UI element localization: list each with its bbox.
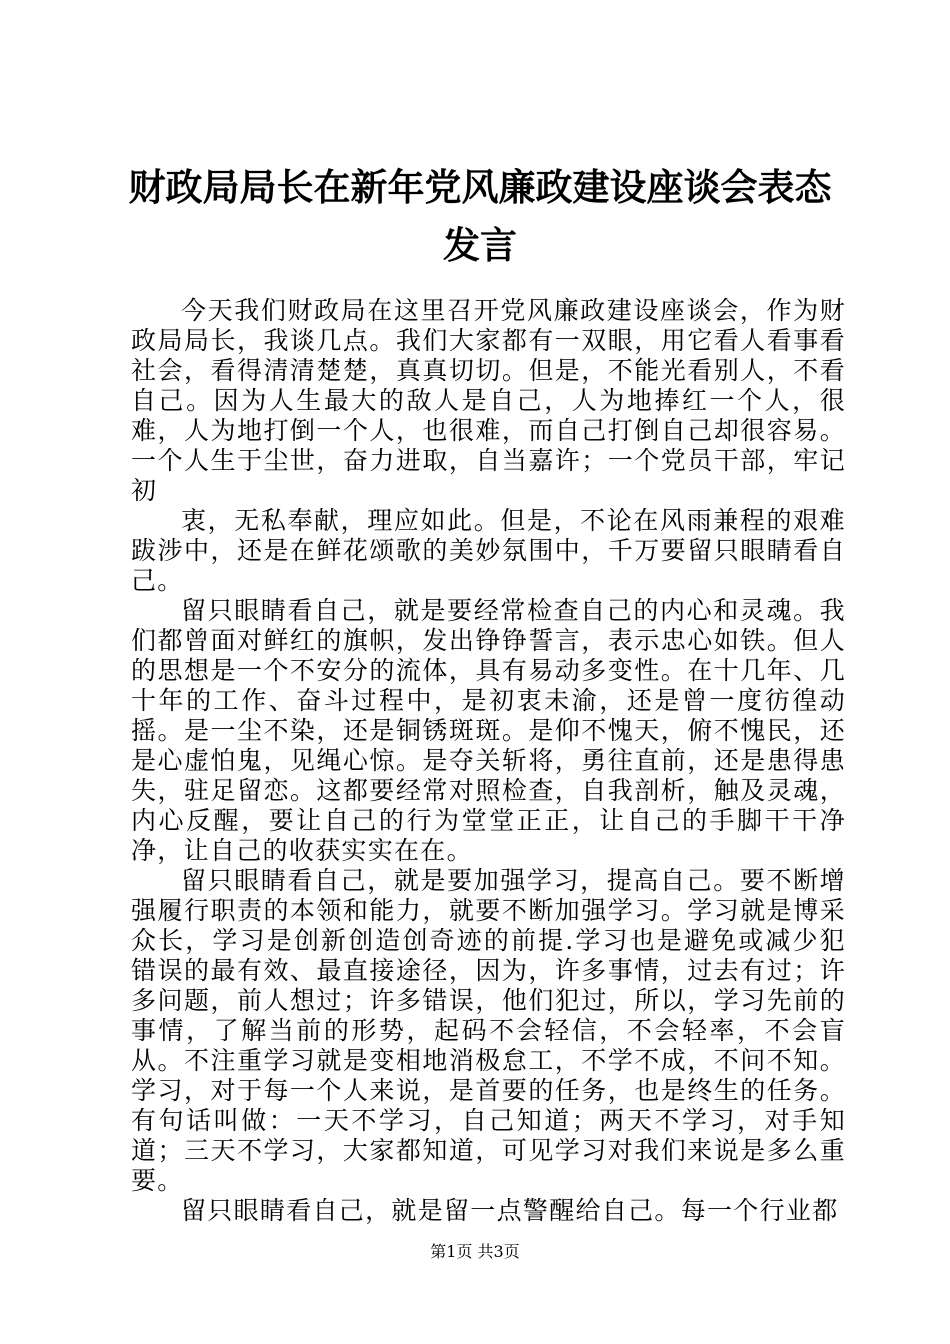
paragraph: 留只眼睛看自己，就是留一点警醒给自己。每一个行业都 [181,1196,839,1225]
paragraph: 留只眼睛看自己，就是要加强学习，提高自己。要不断增强履行职责的本领和能力，就要不断加强学习。学习就是博采众长，学习是创新创造创奇迹的前提.学习也是避免或减少犯错误的最有效、最直接途径，因为，许多事情，过去有过；许多问题，前人想过；许多错误，他们犯过，所以，学习先前的事情，了解当前的形势，起码不会轻信，不会轻率，不会盲从。不注重学习就是变相地消极怠工，不学不成，不问不知。学习，对于每一个人来说，是首要的任务，也是终生的任务。有句话叫做：一天不学习，自己知道；两天不学习，对手知道；三天不学习，大家都知道，可见学习对我们来说是多么重要。 [131,866,846,1195]
document-title: 财政局局长在新年党风廉政建设座谈会表态发言 [128,165,832,267]
paragraph: 留只眼睛看自己，就是要经常检查自己的内心和灵魂。我们都曾面对鲜红的旗帜，发出铮铮誓言，表示忠心如铁。但人的思想是一个不安分的流体，具有易动多变性。在十几年、几十年的工作、奋斗过程中，是初衷未渝，还是曾一度彷徨动摇。是一尘不染，还是铜锈斑斑。是仰不愧天，俯不愧民，还是心虚怕鬼，见绳心惊。是夺关斩将，勇往直前，还是患得患失，驻足留恋。这都要经常对照检查，自我剖析，触及灵魂，内心反醒，要让自己的行为堂堂正正，让自己的手脚干干净净，让自己的收获实实在在。 [131,596,846,865]
paragraph: 今天我们财政局在这里召开党风廉政建设座谈会，作为财政局局长，我谈几点。我们大家都有一双眼，用它看人看事看社会，看得清清楚楚，真真切切。但是，不能光看别人，不看自己。因为人生最大的敌人是自己，人为地捧红一个人，很难，人为地打倒一个人，也很难，而自己打倒自己却很容易。一个人生于尘世，奋力进取，自当嘉许；一个党员干部，牢记初 [131,296,846,505]
page-footer: 第1页 共3页 [430,1242,520,1261]
document-body [131,296,846,1226]
paragraph: 衷，无私奉献，理应如此。但是，不论在风雨兼程的艰难跋涉中，还是在鲜花颂歌的美妙氛围中，千万要留只眼睛看自己。 [131,506,846,595]
